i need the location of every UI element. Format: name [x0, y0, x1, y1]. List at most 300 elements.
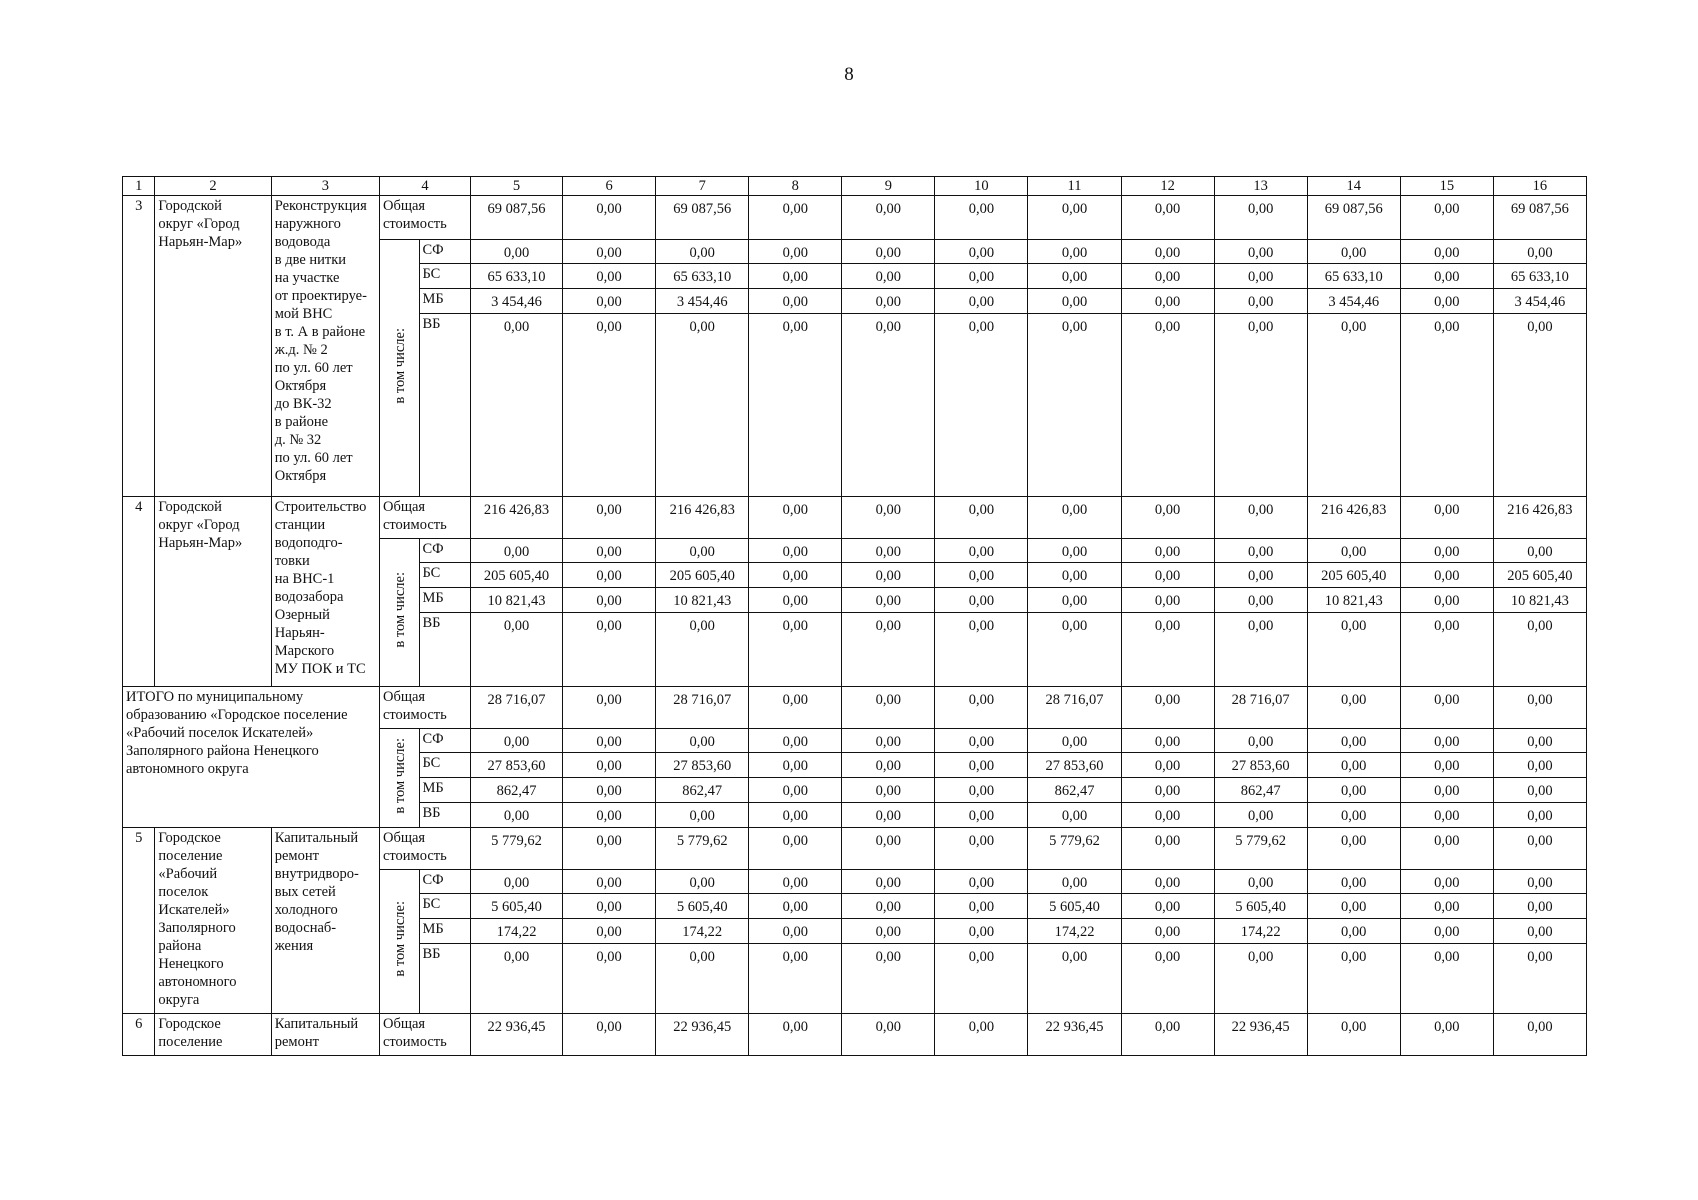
- value-cell: 0,00: [1307, 778, 1400, 803]
- value-cell: 0,00: [1400, 264, 1493, 289]
- value-cell: 0,00: [1307, 894, 1400, 919]
- value-cell: 5 605,40: [1028, 894, 1121, 919]
- value-cell: 0,00: [1121, 729, 1214, 753]
- municipality-cell: Городской округ «Город Нарьян-Мар»: [155, 196, 271, 497]
- value-cell: 0,00: [1214, 196, 1307, 240]
- value-cell: 0,00: [1400, 539, 1493, 563]
- funding-code: СФ: [420, 729, 471, 753]
- value-cell: 862,47: [471, 778, 563, 803]
- funding-code: МБ: [420, 919, 471, 944]
- value-cell: 0,00: [935, 240, 1028, 264]
- value-cell: 0,00: [1307, 613, 1400, 687]
- value-cell: 0,00: [563, 919, 656, 944]
- value-cell: 0,00: [1400, 613, 1493, 687]
- value-cell: 0,00: [1214, 803, 1307, 828]
- value-cell: 0,00: [842, 497, 935, 539]
- value-cell: 862,47: [1028, 778, 1121, 803]
- value-cell: 0,00: [935, 497, 1028, 539]
- value-cell: 0,00: [471, 240, 563, 264]
- value-cell: 0,00: [749, 828, 842, 870]
- value-cell: 0,00: [842, 687, 935, 729]
- value-cell: 0,00: [1121, 196, 1214, 240]
- value-cell: 28 716,07: [1028, 687, 1121, 729]
- value-cell: 0,00: [1028, 497, 1121, 539]
- row-number: 5: [123, 828, 155, 1014]
- value-cell: 0,00: [1121, 588, 1214, 613]
- value-cell: 0,00: [935, 919, 1028, 944]
- value-cell: 0,00: [1400, 240, 1493, 264]
- column-header: 1: [123, 177, 155, 196]
- value-cell: 0,00: [656, 803, 749, 828]
- value-cell: 0,00: [935, 289, 1028, 314]
- funding-label: в том числе:: [379, 729, 419, 828]
- value-cell: 3 454,46: [471, 289, 563, 314]
- value-cell: 0,00: [1214, 539, 1307, 563]
- value-cell: 65 633,10: [1493, 264, 1586, 289]
- value-cell: 0,00: [1121, 919, 1214, 944]
- value-cell: 0,00: [1121, 828, 1214, 870]
- column-header: 15: [1400, 177, 1493, 196]
- value-cell: 0,00: [563, 944, 656, 1014]
- total-cost-label: Общая стоимость: [379, 196, 470, 240]
- funding-code: БС: [420, 563, 471, 588]
- column-header: 7: [656, 177, 749, 196]
- value-cell: 0,00: [842, 289, 935, 314]
- value-cell: 0,00: [935, 944, 1028, 1014]
- value-cell: 0,00: [1493, 687, 1586, 729]
- value-cell: 0,00: [471, 803, 563, 828]
- column-header: 2: [155, 177, 271, 196]
- value-cell: 0,00: [563, 870, 656, 894]
- value-cell: 3 454,46: [656, 289, 749, 314]
- value-cell: 0,00: [935, 563, 1028, 588]
- value-cell: 0,00: [1400, 894, 1493, 919]
- column-header: 16: [1493, 177, 1586, 196]
- value-cell: 5 779,62: [1028, 828, 1121, 870]
- value-cell: 22 936,45: [656, 1014, 749, 1056]
- municipality-cell: Городской округ «Город Нарьян-Мар»: [155, 497, 271, 687]
- value-cell: 0,00: [1028, 196, 1121, 240]
- value-cell: 0,00: [563, 613, 656, 687]
- value-cell: 0,00: [842, 778, 935, 803]
- value-cell: 0,00: [1214, 870, 1307, 894]
- value-cell: 0,00: [1493, 729, 1586, 753]
- value-cell: 0,00: [471, 870, 563, 894]
- value-cell: 5 779,62: [656, 828, 749, 870]
- value-cell: 205 605,40: [656, 563, 749, 588]
- value-cell: 0,00: [935, 828, 1028, 870]
- column-header: 13: [1214, 177, 1307, 196]
- column-number-row: [123, 177, 1587, 196]
- value-cell: 0,00: [471, 314, 563, 497]
- value-cell: 0,00: [842, 264, 935, 289]
- value-cell: 0,00: [1307, 753, 1400, 778]
- value-cell: 0,00: [749, 944, 842, 1014]
- value-cell: 22 936,45: [1214, 1014, 1307, 1056]
- value-cell: 0,00: [656, 944, 749, 1014]
- value-cell: 0,00: [563, 1014, 656, 1056]
- value-cell: 0,00: [1400, 828, 1493, 870]
- value-cell: 0,00: [1121, 870, 1214, 894]
- value-cell: 0,00: [1121, 314, 1214, 497]
- funding-code: СФ: [420, 240, 471, 264]
- value-cell: 0,00: [842, 1014, 935, 1056]
- value-cell: 0,00: [656, 870, 749, 894]
- value-cell: 0,00: [842, 240, 935, 264]
- value-cell: 0,00: [935, 196, 1028, 240]
- value-cell: 0,00: [1493, 778, 1586, 803]
- value-cell: 0,00: [1214, 497, 1307, 539]
- value-cell: 27 853,60: [1214, 753, 1307, 778]
- value-cell: 0,00: [842, 870, 935, 894]
- value-cell: 174,22: [656, 919, 749, 944]
- value-cell: 65 633,10: [656, 264, 749, 289]
- value-cell: 0,00: [1400, 563, 1493, 588]
- total-cost-label: Общая стоимость: [379, 687, 470, 729]
- value-cell: 0,00: [842, 944, 935, 1014]
- value-cell: 0,00: [1400, 753, 1493, 778]
- value-cell: 0,00: [749, 289, 842, 314]
- row-number: 3: [123, 196, 155, 497]
- funding-code: МБ: [420, 778, 471, 803]
- value-cell: 0,00: [471, 613, 563, 687]
- value-cell: 0,00: [749, 497, 842, 539]
- value-cell: 0,00: [1214, 613, 1307, 687]
- value-cell: 28 716,07: [656, 687, 749, 729]
- value-cell: 0,00: [749, 687, 842, 729]
- table-row: [123, 1014, 1587, 1056]
- value-cell: 0,00: [1121, 497, 1214, 539]
- value-cell: 0,00: [842, 613, 935, 687]
- value-cell: 0,00: [935, 729, 1028, 753]
- value-cell: 0,00: [1121, 240, 1214, 264]
- value-cell: 0,00: [1307, 944, 1400, 1014]
- value-cell: 216 426,83: [1307, 497, 1400, 539]
- value-cell: 0,00: [1307, 828, 1400, 870]
- value-cell: 0,00: [749, 264, 842, 289]
- column-header: 3: [271, 177, 379, 196]
- project-cell: Строительство станции водоподго- товки на ВНС-1 водозабора Озерный Нарьян- Марского МУ ПОК и ТС: [271, 497, 379, 687]
- value-cell: 0,00: [563, 687, 656, 729]
- value-cell: 0,00: [1028, 264, 1121, 289]
- value-cell: 5 605,40: [471, 894, 563, 919]
- value-cell: 0,00: [1400, 497, 1493, 539]
- value-cell: 0,00: [1028, 539, 1121, 563]
- value-cell: 0,00: [935, 588, 1028, 613]
- funding-code: МБ: [420, 588, 471, 613]
- value-cell: 0,00: [1493, 870, 1586, 894]
- value-cell: 0,00: [1493, 919, 1586, 944]
- table-row: [123, 497, 1587, 539]
- value-cell: 10 821,43: [1493, 588, 1586, 613]
- value-cell: 0,00: [749, 240, 842, 264]
- funding-code: БС: [420, 264, 471, 289]
- value-cell: 0,00: [563, 497, 656, 539]
- value-cell: 0,00: [749, 870, 842, 894]
- funding-label: в том числе:: [379, 539, 419, 687]
- value-cell: 0,00: [1493, 240, 1586, 264]
- value-cell: 0,00: [1121, 944, 1214, 1014]
- value-cell: 0,00: [935, 264, 1028, 289]
- value-cell: 0,00: [1307, 314, 1400, 497]
- value-cell: 216 426,83: [1493, 497, 1586, 539]
- value-cell: 0,00: [842, 314, 935, 497]
- value-cell: 28 716,07: [471, 687, 563, 729]
- funding-code: СФ: [420, 539, 471, 563]
- budget-table: [122, 176, 1587, 1056]
- funding-code: ВБ: [420, 314, 471, 497]
- value-cell: 0,00: [1214, 240, 1307, 264]
- value-cell: 0,00: [1400, 196, 1493, 240]
- value-cell: 0,00: [1121, 753, 1214, 778]
- total-cost-label: Общая стоимость: [379, 828, 470, 870]
- subtotal-row: [123, 687, 1587, 729]
- column-header: 5: [471, 177, 563, 196]
- value-cell: 0,00: [842, 828, 935, 870]
- value-cell: 5 605,40: [656, 894, 749, 919]
- value-cell: 0,00: [842, 588, 935, 613]
- value-cell: 0,00: [842, 803, 935, 828]
- value-cell: 0,00: [656, 314, 749, 497]
- value-cell: 0,00: [563, 289, 656, 314]
- value-cell: 0,00: [1028, 240, 1121, 264]
- value-cell: 0,00: [842, 196, 935, 240]
- project-cell: Капитальный ремонт внутридворо- вых сетей холодного водоснаб- жения: [271, 828, 379, 1014]
- value-cell: 0,00: [563, 729, 656, 753]
- value-cell: 205 605,40: [1493, 563, 1586, 588]
- value-cell: 205 605,40: [471, 563, 563, 588]
- value-cell: 0,00: [749, 588, 842, 613]
- value-cell: 10 821,43: [471, 588, 563, 613]
- value-cell: 0,00: [1400, 870, 1493, 894]
- column-header: 6: [563, 177, 656, 196]
- value-cell: 0,00: [1214, 729, 1307, 753]
- value-cell: 0,00: [1121, 539, 1214, 563]
- column-header: 9: [842, 177, 935, 196]
- funding-label: в том числе:: [379, 240, 419, 497]
- value-cell: 216 426,83: [656, 497, 749, 539]
- value-cell: 28 716,07: [1214, 687, 1307, 729]
- value-cell: 0,00: [935, 613, 1028, 687]
- municipality-cell: Городское поселение «Рабочий поселок Искателей» Заполярного района Ненецкого автономного округа: [155, 828, 271, 1014]
- value-cell: 0,00: [563, 314, 656, 497]
- funding-code: ВБ: [420, 944, 471, 1014]
- value-cell: 862,47: [1214, 778, 1307, 803]
- value-cell: 69 087,56: [1493, 196, 1586, 240]
- value-cell: 0,00: [656, 613, 749, 687]
- column-header: 14: [1307, 177, 1400, 196]
- value-cell: 0,00: [656, 729, 749, 753]
- value-cell: 0,00: [1400, 944, 1493, 1014]
- value-cell: 0,00: [1214, 264, 1307, 289]
- value-cell: 0,00: [1493, 613, 1586, 687]
- value-cell: 174,22: [1028, 919, 1121, 944]
- value-cell: 3 454,46: [1307, 289, 1400, 314]
- value-cell: 22 936,45: [471, 1014, 563, 1056]
- value-cell: 0,00: [563, 196, 656, 240]
- value-cell: 0,00: [1400, 778, 1493, 803]
- value-cell: 0,00: [749, 196, 842, 240]
- funding-code: ВБ: [420, 803, 471, 828]
- value-cell: 0,00: [935, 314, 1028, 497]
- funding-code: БС: [420, 894, 471, 919]
- value-cell: 0,00: [1121, 264, 1214, 289]
- table-row: [123, 196, 1587, 240]
- value-cell: 0,00: [749, 778, 842, 803]
- value-cell: 0,00: [842, 563, 935, 588]
- funding-code: МБ: [420, 289, 471, 314]
- value-cell: 10 821,43: [1307, 588, 1400, 613]
- project-cell: Реконструкция наружного водовода в две нитки на участке от проектируе- мой ВНС в т. А в районе ж.д. № 2 по ул. 60 лет Октября до ВК-32 в районе д. № 32 по ул. 60 лет Октября: [271, 196, 379, 497]
- value-cell: 0,00: [563, 563, 656, 588]
- value-cell: 0,00: [1400, 919, 1493, 944]
- value-cell: 0,00: [749, 1014, 842, 1056]
- value-cell: 0,00: [563, 753, 656, 778]
- value-cell: 0,00: [563, 828, 656, 870]
- value-cell: 22 936,45: [1028, 1014, 1121, 1056]
- row-number: 4: [123, 497, 155, 687]
- value-cell: 0,00: [1121, 894, 1214, 919]
- value-cell: 0,00: [1121, 613, 1214, 687]
- value-cell: 0,00: [1121, 803, 1214, 828]
- value-cell: 0,00: [563, 778, 656, 803]
- value-cell: 0,00: [471, 944, 563, 1014]
- column-header: 10: [935, 177, 1028, 196]
- value-cell: 0,00: [656, 539, 749, 563]
- value-cell: 27 853,60: [656, 753, 749, 778]
- value-cell: 0,00: [935, 539, 1028, 563]
- value-cell: 0,00: [1400, 289, 1493, 314]
- value-cell: 0,00: [842, 753, 935, 778]
- funding-label: в том числе:: [379, 870, 419, 1014]
- value-cell: 0,00: [1493, 314, 1586, 497]
- value-cell: 0,00: [1214, 944, 1307, 1014]
- value-cell: 0,00: [842, 539, 935, 563]
- value-cell: 0,00: [935, 1014, 1028, 1056]
- value-cell: 5 779,62: [471, 828, 563, 870]
- funding-code: БС: [420, 753, 471, 778]
- value-cell: 69 087,56: [656, 196, 749, 240]
- value-cell: 0,00: [935, 803, 1028, 828]
- value-cell: 0,00: [1028, 289, 1121, 314]
- value-cell: 0,00: [1400, 803, 1493, 828]
- value-cell: 0,00: [842, 919, 935, 944]
- value-cell: 0,00: [749, 314, 842, 497]
- value-cell: 0,00: [935, 753, 1028, 778]
- value-cell: 0,00: [1214, 289, 1307, 314]
- value-cell: 0,00: [563, 803, 656, 828]
- column-header: 11: [1028, 177, 1121, 196]
- value-cell: 0,00: [1400, 314, 1493, 497]
- value-cell: 0,00: [749, 613, 842, 687]
- value-cell: 27 853,60: [471, 753, 563, 778]
- value-cell: 0,00: [1307, 729, 1400, 753]
- value-cell: 0,00: [749, 803, 842, 828]
- value-cell: 0,00: [656, 240, 749, 264]
- value-cell: 0,00: [935, 894, 1028, 919]
- value-cell: 0,00: [1121, 1014, 1214, 1056]
- subtotal-label: ИТОГО по муниципальному образованию «Городское поселение «Рабочий поселок Искателей» Заполярного района Ненецкого автономного округа: [123, 687, 380, 828]
- value-cell: 3 454,46: [1493, 289, 1586, 314]
- value-cell: 69 087,56: [1307, 196, 1400, 240]
- value-cell: 5 605,40: [1214, 894, 1307, 919]
- value-cell: 0,00: [749, 539, 842, 563]
- value-cell: 862,47: [656, 778, 749, 803]
- value-cell: 0,00: [1493, 894, 1586, 919]
- value-cell: 0,00: [563, 539, 656, 563]
- value-cell: 0,00: [1400, 687, 1493, 729]
- value-cell: 174,22: [1214, 919, 1307, 944]
- value-cell: 0,00: [1028, 870, 1121, 894]
- value-cell: 0,00: [1121, 778, 1214, 803]
- value-cell: 0,00: [749, 919, 842, 944]
- funding-code: ВБ: [420, 613, 471, 687]
- value-cell: 0,00: [1307, 870, 1400, 894]
- value-cell: 10 821,43: [656, 588, 749, 613]
- value-cell: 205 605,40: [1307, 563, 1400, 588]
- value-cell: 0,00: [1028, 803, 1121, 828]
- total-cost-label: Общая стоимость: [379, 1014, 470, 1056]
- value-cell: 174,22: [471, 919, 563, 944]
- value-cell: 0,00: [1400, 1014, 1493, 1056]
- project-cell: Капитальный ремонт: [271, 1014, 379, 1056]
- page-number: 8: [844, 64, 854, 85]
- value-cell: 0,00: [1307, 687, 1400, 729]
- column-header: 8: [749, 177, 842, 196]
- funding-code: СФ: [420, 870, 471, 894]
- value-cell: 0,00: [1121, 289, 1214, 314]
- value-cell: 0,00: [563, 240, 656, 264]
- value-cell: 0,00: [1028, 563, 1121, 588]
- column-header: 4: [379, 177, 470, 196]
- value-cell: 0,00: [471, 539, 563, 563]
- value-cell: 0,00: [1307, 1014, 1400, 1056]
- value-cell: 0,00: [1028, 613, 1121, 687]
- value-cell: 0,00: [563, 588, 656, 613]
- value-cell: 0,00: [1400, 588, 1493, 613]
- row-number: 6: [123, 1014, 155, 1056]
- value-cell: 0,00: [1307, 803, 1400, 828]
- value-cell: 65 633,10: [471, 264, 563, 289]
- value-cell: 0,00: [1493, 828, 1586, 870]
- total-cost-label: Общая стоимость: [379, 497, 470, 539]
- value-cell: 0,00: [1400, 729, 1493, 753]
- value-cell: 0,00: [749, 894, 842, 919]
- value-cell: 0,00: [1214, 588, 1307, 613]
- value-cell: 5 779,62: [1214, 828, 1307, 870]
- value-cell: 0,00: [1028, 944, 1121, 1014]
- value-cell: 0,00: [1214, 563, 1307, 588]
- value-cell: 216 426,83: [471, 497, 563, 539]
- value-cell: 0,00: [749, 729, 842, 753]
- value-cell: 0,00: [1028, 729, 1121, 753]
- value-cell: 0,00: [935, 778, 1028, 803]
- value-cell: 69 087,56: [471, 196, 563, 240]
- value-cell: 0,00: [1307, 240, 1400, 264]
- value-cell: 0,00: [749, 753, 842, 778]
- value-cell: 0,00: [1214, 314, 1307, 497]
- value-cell: 0,00: [1493, 944, 1586, 1014]
- value-cell: 0,00: [1307, 539, 1400, 563]
- municipality-cell: Городское поселение: [155, 1014, 271, 1056]
- value-cell: 0,00: [935, 687, 1028, 729]
- value-cell: 0,00: [935, 870, 1028, 894]
- value-cell: 0,00: [1493, 753, 1586, 778]
- table-row: [123, 828, 1587, 870]
- value-cell: 0,00: [749, 563, 842, 588]
- value-cell: 0,00: [842, 894, 935, 919]
- value-cell: 0,00: [1307, 919, 1400, 944]
